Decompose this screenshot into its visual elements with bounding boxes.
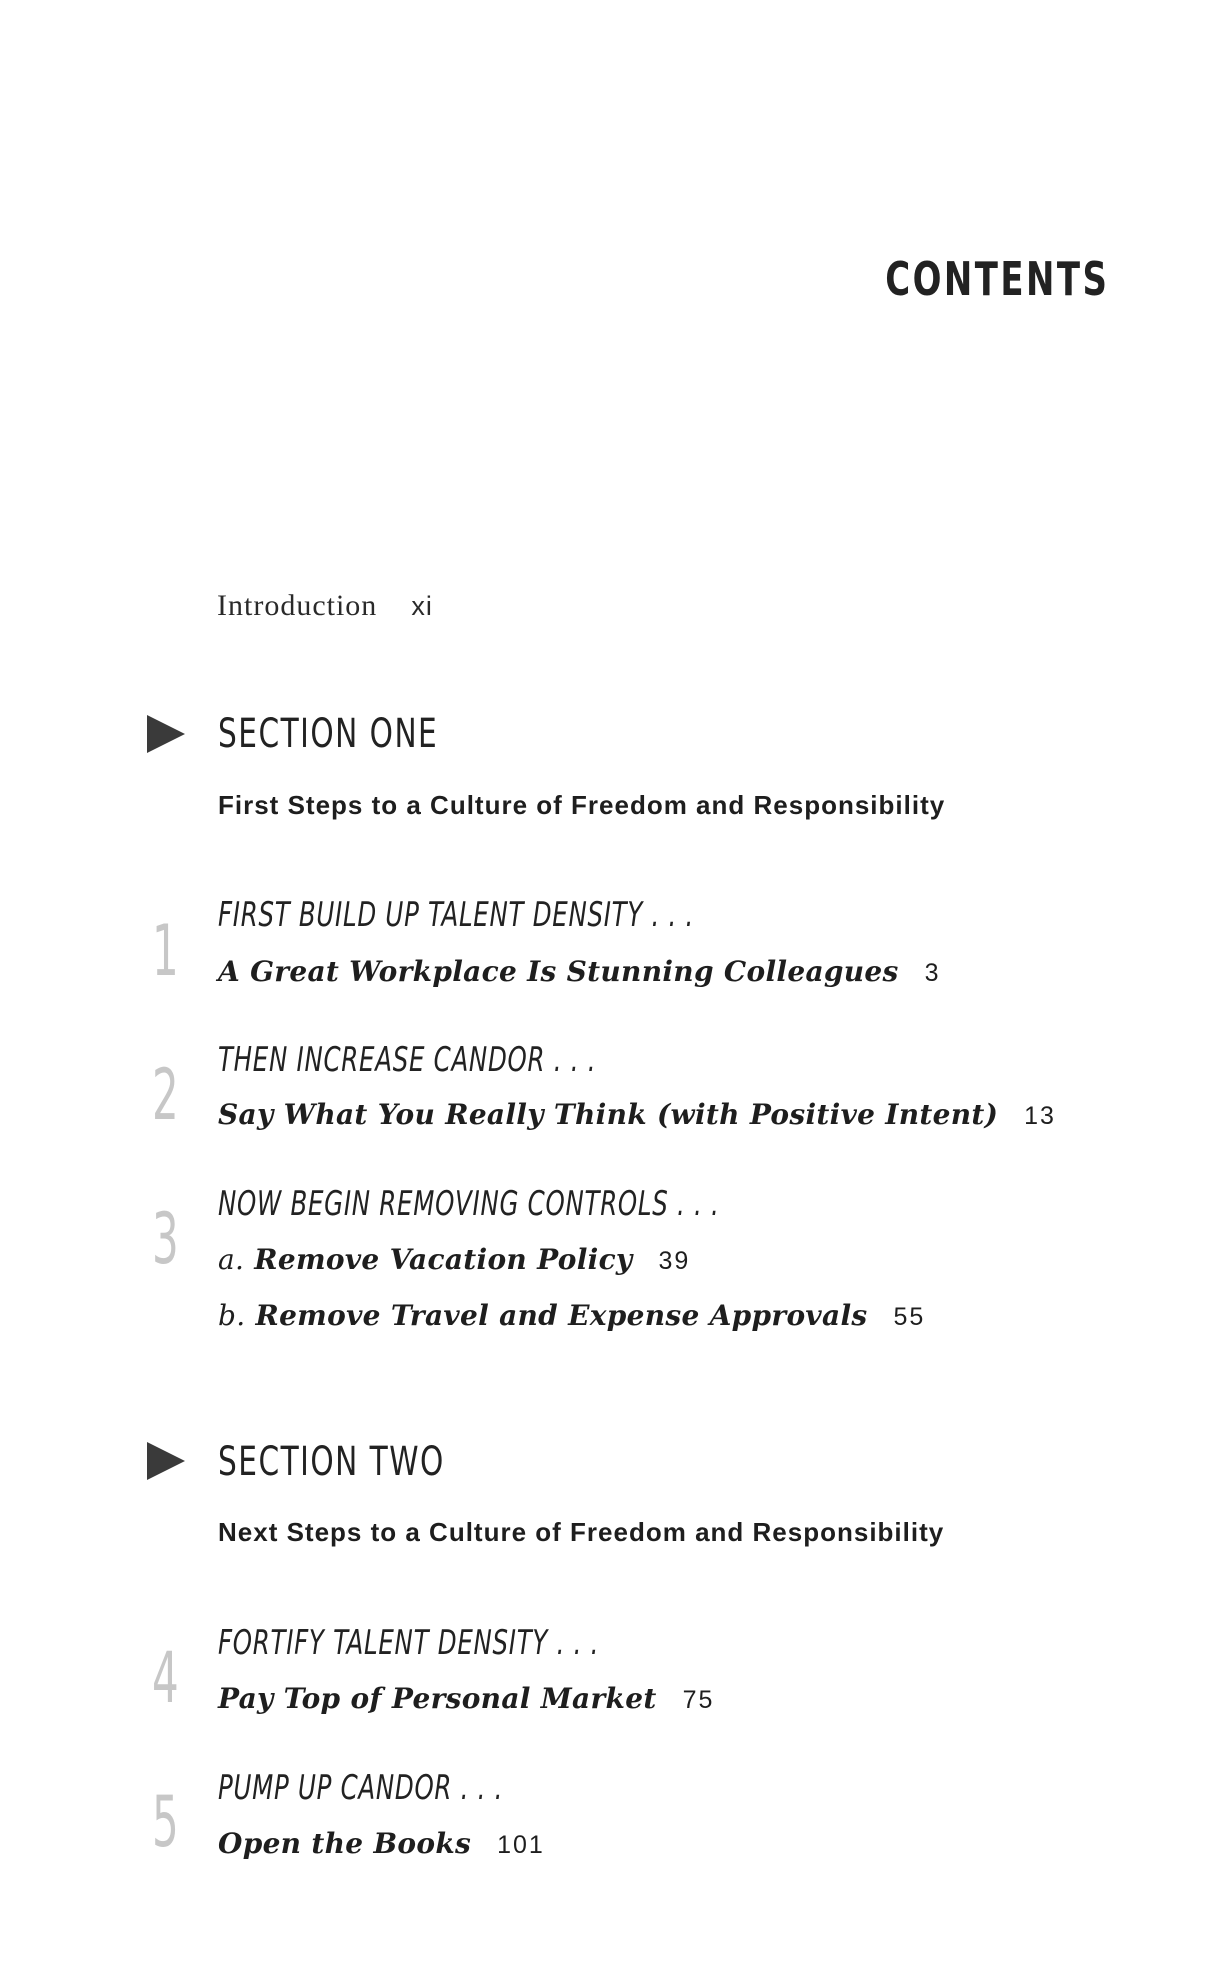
toc-entry-chapter-3a[interactable] xyxy=(218,1243,690,1276)
chapter-5-title: Open the Books xyxy=(218,1827,472,1860)
chapter-3a-title: Remove Vacation Policy xyxy=(254,1243,633,1276)
toc-entry-chapter-1[interactable] xyxy=(218,955,941,988)
chapter-2-number: 2 xyxy=(152,1054,179,1136)
chapter-4-heading: FORTIFY TALENT DENSITY . . . xyxy=(218,1623,600,1663)
chapter-5-heading: PUMP UP CANDOR . . . xyxy=(218,1768,504,1808)
chapter-2-page: 13 xyxy=(1024,1102,1056,1130)
chapter-5-number: 5 xyxy=(152,1781,179,1863)
toc-entry-chapter-2[interactable] xyxy=(218,1098,1056,1131)
section-one-triangle-icon xyxy=(147,715,185,753)
section-two-label: SECTION TWO xyxy=(218,1439,445,1485)
chapter-3b-page: 55 xyxy=(893,1303,926,1331)
chapter-5-page: 101 xyxy=(497,1831,545,1859)
chapter-4-page: 75 xyxy=(682,1686,715,1714)
chapter-1-title: A Great Workplace Is Stunning Colleagues xyxy=(218,955,899,988)
chapter-2-title: Say What You Really Think (with Positive Intent) xyxy=(218,1098,999,1131)
chapter-3a-prefix: a. xyxy=(218,1243,245,1276)
introduction-page: xi xyxy=(411,591,433,621)
chapter-3-heading: NOW BEGIN REMOVING CONTROLS . . . xyxy=(218,1184,720,1224)
chapter-2-heading: THEN INCREASE CANDOR . . . xyxy=(218,1040,597,1080)
introduction-label: Introduction xyxy=(217,589,378,622)
page-title: CONTENTS xyxy=(884,252,1109,306)
chapter-4-number: 4 xyxy=(152,1637,179,1719)
section-two-triangle-icon xyxy=(147,1442,185,1480)
section-one-label: SECTION ONE xyxy=(218,711,439,757)
chapter-4-title: Pay Top of Personal Market xyxy=(218,1682,657,1715)
chapter-3-number: 3 xyxy=(152,1198,179,1280)
chapter-1-number: 1 xyxy=(152,910,179,992)
chapter-1-heading: FIRST BUILD UP TALENT DENSITY . . . xyxy=(218,895,695,935)
chapter-3b-title: Remove Travel and Expense Approvals xyxy=(255,1299,868,1332)
chapter-3b-prefix: b. xyxy=(218,1299,246,1332)
section-one-subtitle: First Steps to a Culture of Freedom and Responsibility xyxy=(218,790,946,820)
toc-entry-chapter-5[interactable] xyxy=(218,1827,545,1860)
section-two-subtitle: Next Steps to a Culture of Freedom and Responsibility xyxy=(218,1517,945,1547)
toc-entry-introduction[interactable] xyxy=(217,589,433,623)
toc-entry-chapter-3b[interactable] xyxy=(218,1299,925,1332)
chapter-1-page: 3 xyxy=(924,959,941,987)
toc-entry-chapter-4[interactable] xyxy=(218,1682,714,1715)
chapter-3a-page: 39 xyxy=(658,1247,691,1275)
